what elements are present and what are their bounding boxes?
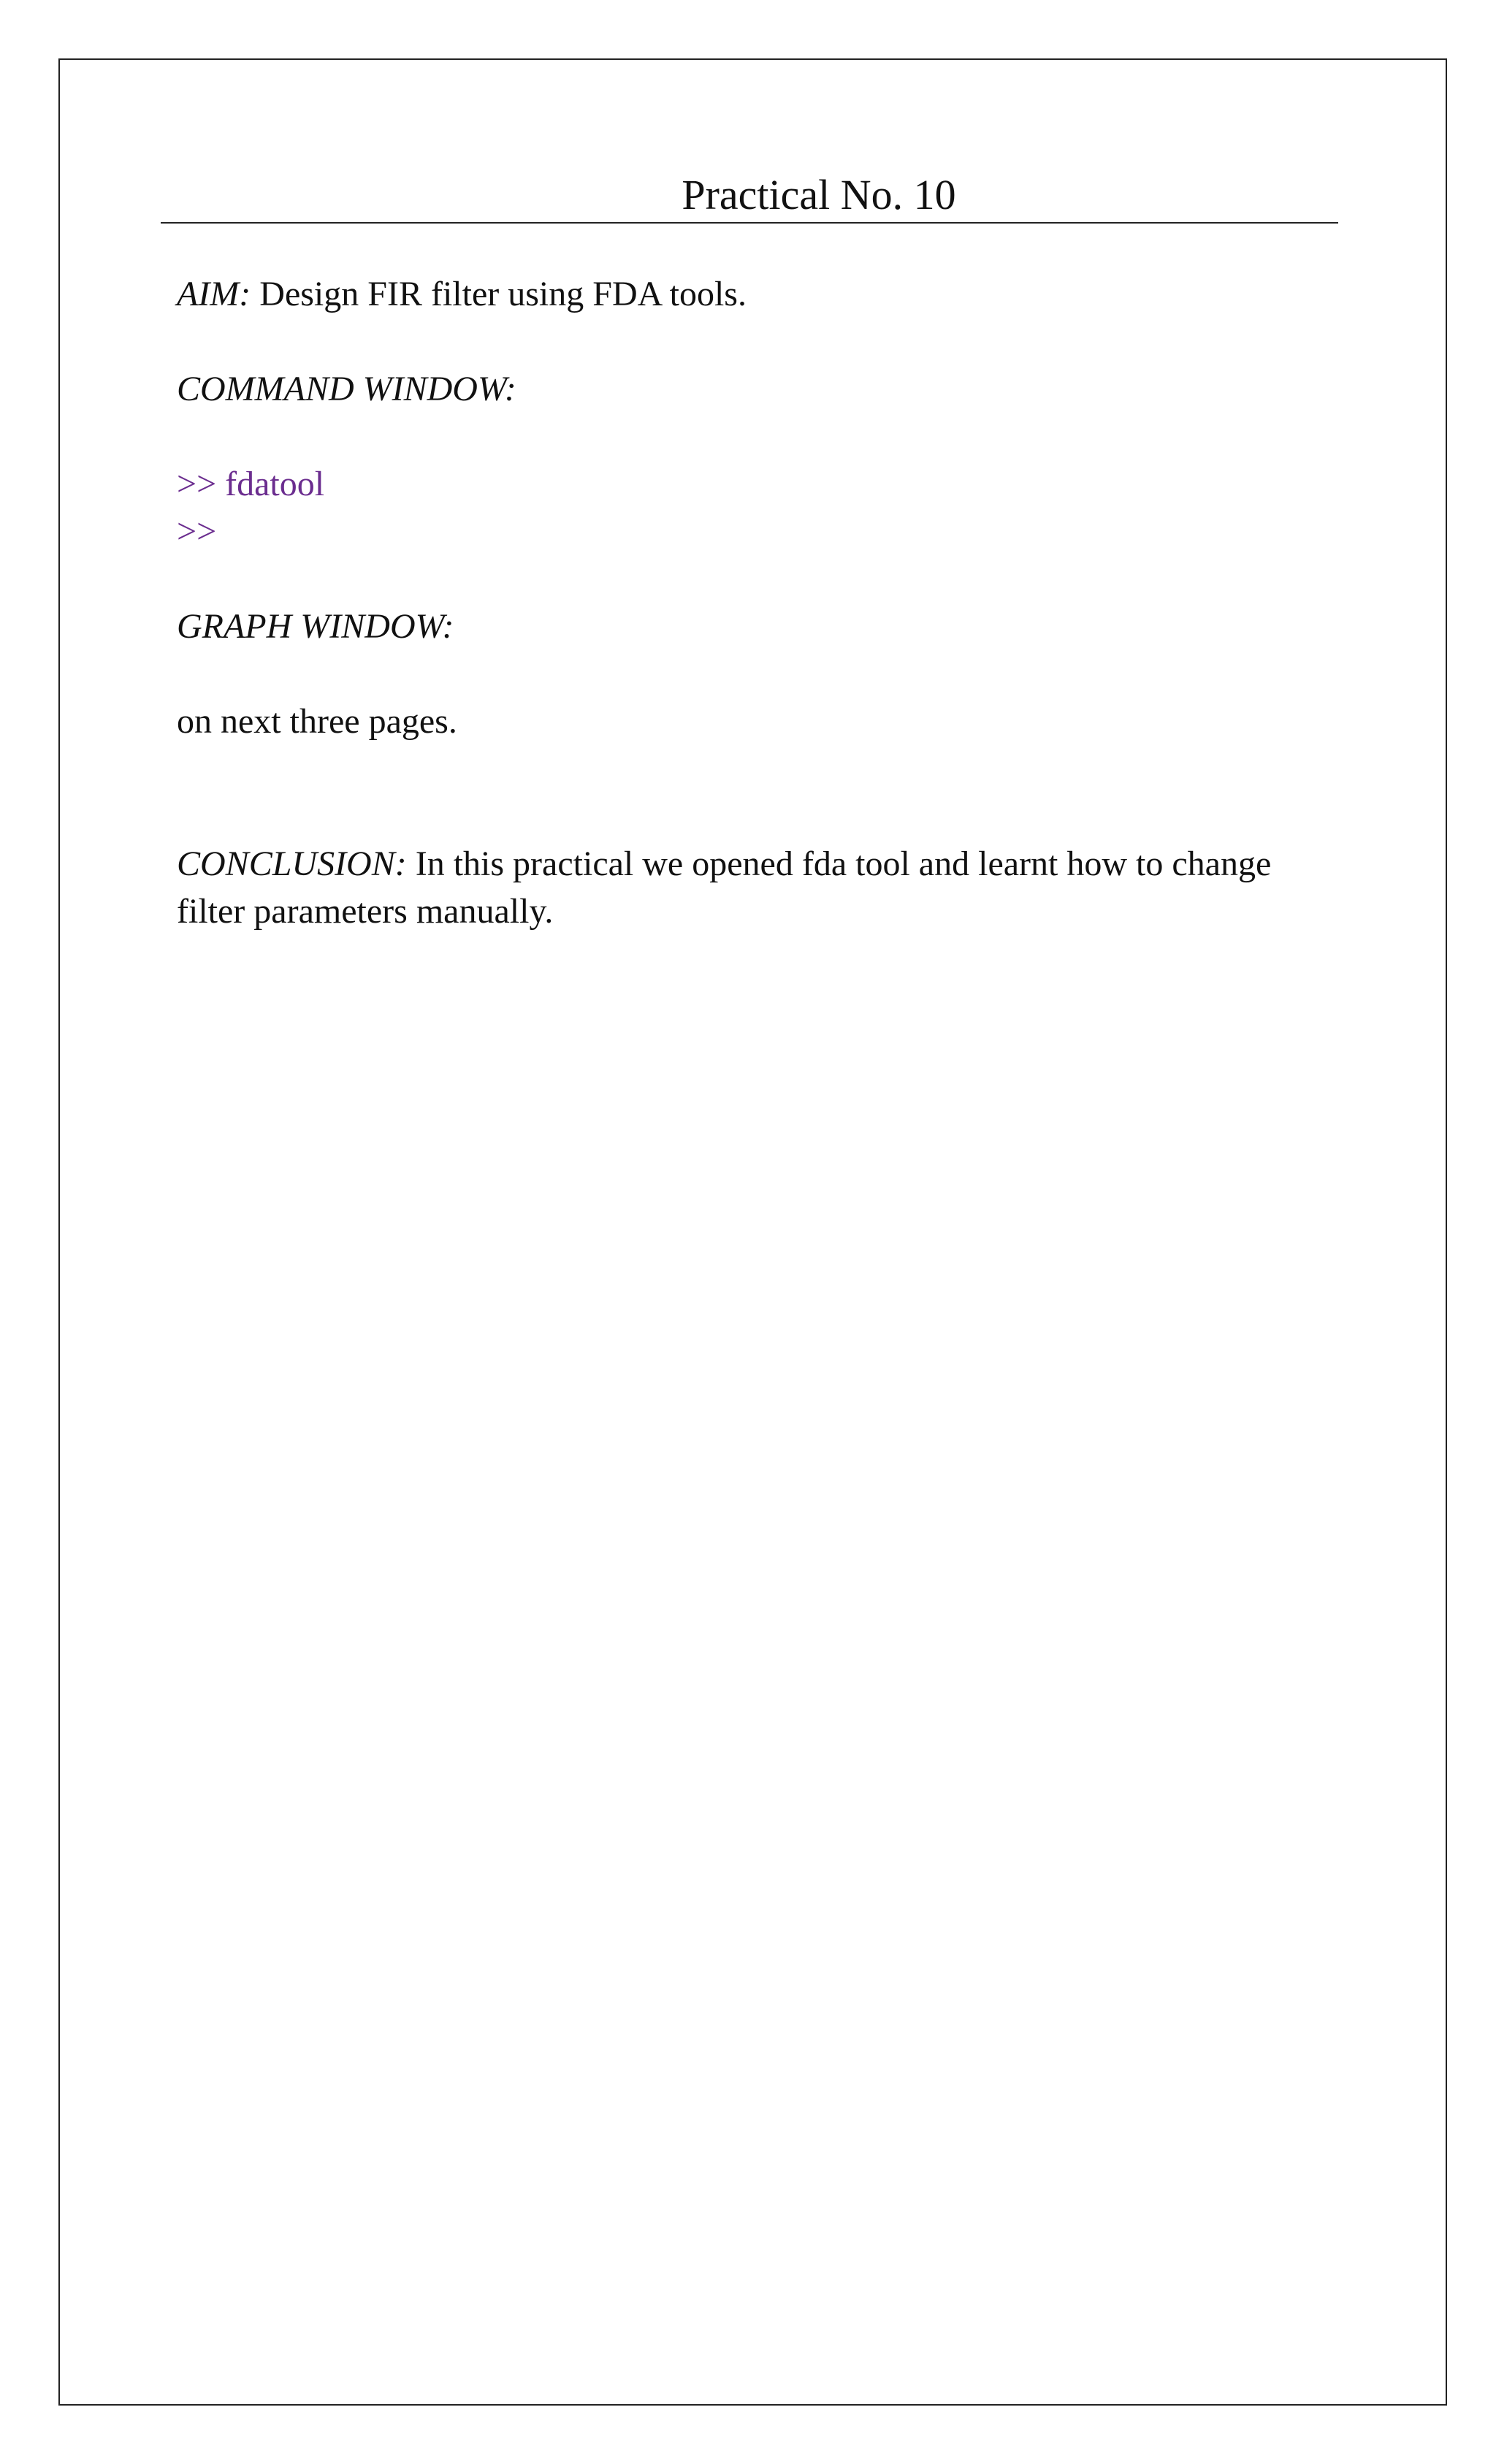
title-underline xyxy=(161,222,1338,224)
aim-label: AIM: xyxy=(177,275,251,313)
aim-text: Design FIR filter using FDA tools. xyxy=(251,275,747,313)
command-window-label: COMMAND WINDOW: xyxy=(177,370,516,408)
conclusion-paragraph xyxy=(177,840,1419,888)
aim-paragraph xyxy=(177,270,1419,318)
page-title: Practical No. 10 xyxy=(682,171,956,218)
conclusion-text-line-2: filter parameters manually. xyxy=(177,892,554,931)
graph-window-label: GRAPH WINDOW: xyxy=(177,607,454,646)
code-line: >> xyxy=(177,512,217,551)
graph-window-text: on next three pages. xyxy=(177,702,457,741)
document-body xyxy=(177,270,1419,935)
code-line: >> fdatool xyxy=(177,465,325,503)
command-code-block xyxy=(177,460,1419,555)
conclusion-label: CONCLUSION: xyxy=(177,844,407,883)
conclusion-text-line-1: In this practical we opened fda tool and learnt how to change xyxy=(406,844,1272,883)
title-block xyxy=(161,171,1338,218)
